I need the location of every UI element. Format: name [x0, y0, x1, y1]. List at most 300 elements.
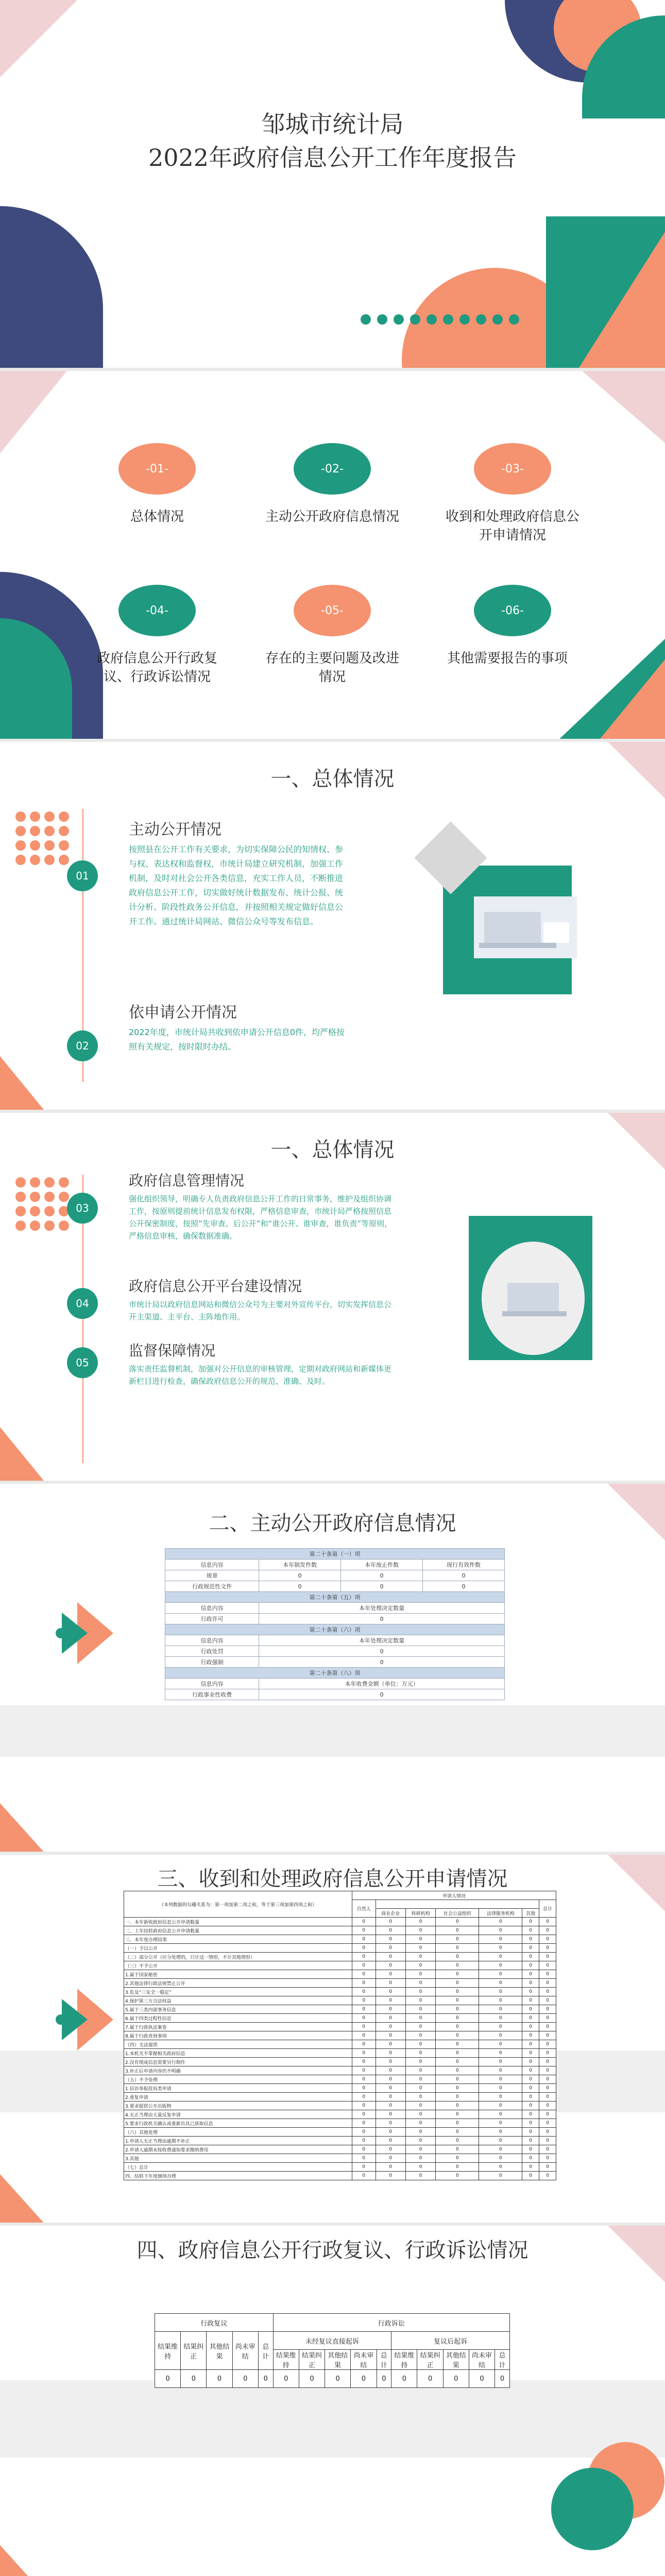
decor-dot	[59, 811, 69, 822]
table-cell: 0	[479, 2040, 522, 2049]
table-cell: 0	[259, 1614, 505, 1624]
table-cell: 0	[479, 1926, 522, 1935]
table-row	[124, 2014, 556, 2023]
row-label: 2.没有现成信息需要另行制作	[124, 2058, 352, 2066]
table-row	[124, 1926, 556, 1935]
table-cell: 0	[539, 2154, 556, 2163]
table-row	[124, 2005, 556, 2014]
section-badge-01: 01	[67, 860, 98, 891]
table-row	[124, 2137, 556, 2145]
col-header: 自然人	[352, 1900, 376, 1918]
table-cell: 0	[376, 1979, 405, 1988]
table-cell: 0	[376, 1961, 405, 1970]
table-cell: 0	[469, 2370, 495, 2388]
table-cell: 0	[376, 2031, 405, 2040]
table-cell: 0	[522, 2110, 539, 2119]
row-label: （二）部分公开（区分处理的，只计这一情形，不计其他情形）	[124, 1953, 352, 1961]
table-cell: 0	[479, 2084, 522, 2093]
table-cell: 0	[479, 1970, 522, 1979]
table-cell: 0	[539, 2093, 556, 2102]
table-cell: 0	[539, 2014, 556, 2023]
table-row	[124, 1988, 556, 1996]
table-cell: 0	[259, 1689, 505, 1700]
photo-placeholder	[474, 896, 577, 958]
table-cell: 0	[376, 2128, 405, 2137]
table-cell: 0	[352, 1996, 376, 2005]
col-header: 本年制发件数	[259, 1560, 341, 1570]
gray-band	[0, 1705, 665, 1757]
col-header: 本年收费金额（单位：万元）	[259, 1679, 505, 1689]
table-row	[124, 1935, 556, 1944]
review-title-line1	[0, 2236, 665, 2265]
decor-dot	[44, 855, 55, 865]
decor-dot	[15, 811, 26, 822]
table-cell: 0	[539, 1926, 556, 1935]
table-cell: 0	[436, 2128, 479, 2137]
table-cell: 0	[352, 2066, 376, 2075]
decor-dot	[15, 840, 26, 851]
table-cell: 0	[479, 2119, 522, 2128]
pink-triangle-shape	[0, 371, 67, 453]
row-label: 2.重复申请	[124, 2093, 352, 2102]
table-cell: 0	[376, 2049, 405, 2058]
decor-dot	[30, 1206, 40, 1216]
table-cell: 0	[259, 1657, 505, 1668]
table-cell: 0	[259, 1570, 341, 1581]
table-cell: 0	[405, 2014, 435, 2023]
col-header: 结果纠正	[417, 2350, 443, 2370]
col-header: 现行有效件数	[423, 1560, 505, 1570]
toc-slide	[0, 371, 665, 742]
col-header	[376, 1900, 539, 1909]
toc-num-4[interactable]: -04-	[118, 585, 196, 636]
table-cell: 0	[405, 2075, 435, 2084]
gray-band	[0, 2380, 665, 2458]
report-title: 2022年政府信息公开工作年度报告	[148, 144, 517, 172]
table-cell: 0	[479, 2093, 522, 2102]
table-cell: 0	[376, 2023, 405, 2031]
table-cell: 0	[436, 1953, 479, 1961]
decor-dot	[15, 1192, 26, 1202]
col-header: 尚未审结	[232, 2332, 258, 2370]
col-header: 结果维持	[273, 2350, 299, 2370]
table-cell: 0	[436, 2145, 479, 2154]
table-row	[124, 2110, 556, 2119]
table-row	[124, 1996, 556, 2005]
table-cell: 0	[522, 2093, 539, 2102]
table-cell: 0	[436, 1918, 479, 1926]
decor-dot	[30, 1221, 40, 1231]
table-cell: 0	[405, 2093, 435, 2102]
decor-dot	[59, 1177, 69, 1188]
table-cell: 0	[436, 2093, 479, 2102]
table-cell: 0	[352, 2005, 376, 2014]
table-cell: 0	[352, 2084, 376, 2093]
col-header: 信息内容	[165, 1679, 259, 1689]
row-label: 3.危及“三安全一稳定”	[124, 1988, 352, 1996]
table-cell: 0	[376, 2014, 405, 2023]
col-header: 结果纠正	[181, 2332, 207, 2370]
table-cell: 0	[376, 2040, 405, 2049]
table-cell: 0	[352, 2058, 376, 2066]
table-cell: 0	[522, 2040, 539, 2049]
pink-triangle-shape	[0, 0, 77, 77]
toc-label-5[interactable]: 存在的主要问题及改进情况	[265, 651, 400, 685]
table-cell: 0	[522, 1970, 539, 1979]
table-cell: 0	[405, 1961, 435, 1970]
table-cell: 0	[341, 1581, 423, 1592]
toc-label-4[interactable]: 政府信息公开行政复议、行政诉讼情况	[96, 651, 217, 685]
table-row	[124, 2084, 556, 2093]
decor-dot	[443, 314, 453, 325]
table-row	[124, 2145, 556, 2154]
table-cell: 0	[352, 1944, 376, 1953]
table-cell: 0	[436, 1926, 479, 1935]
table-cell: 0	[522, 1935, 539, 1944]
decor-dot	[15, 1221, 26, 1231]
section-badge-02: 02	[67, 1030, 98, 1061]
table-cell: 0	[376, 2163, 405, 2172]
table-cell: 0	[376, 1953, 405, 1961]
table-row	[124, 2093, 556, 2102]
table-cell: 0	[436, 2014, 479, 2023]
table-cell: 0	[436, 2049, 479, 2058]
review-table	[155, 2313, 510, 2388]
table-cell: 0	[405, 1935, 435, 1944]
table-cell: 0	[352, 1918, 376, 1926]
table-cell: 0	[436, 2137, 479, 2145]
table-cell: 0	[539, 2102, 556, 2110]
table-cell: 0	[436, 2110, 479, 2119]
decor-dot	[377, 314, 387, 325]
active-title: 二、主动公开政府信息情况	[209, 1512, 456, 1535]
table-row	[124, 2040, 556, 2049]
table-cell: 0	[405, 1996, 435, 2005]
toc-num-5[interactable]: -05-	[294, 585, 371, 636]
table-row	[124, 1918, 556, 1926]
table-cell: 0	[436, 2084, 479, 2093]
table-cell: 0	[522, 2031, 539, 2040]
toc-num-2[interactable]: -02-	[294, 443, 371, 495]
group-head: 复议后起诉	[391, 2332, 510, 2350]
decor-dot	[59, 840, 69, 851]
decor-dot	[361, 314, 371, 325]
table-cell: 0	[522, 2154, 539, 2163]
table-cell: 0	[522, 1996, 539, 2005]
table-cell: 0	[539, 1918, 556, 1926]
table-cell: 0	[258, 2370, 273, 2388]
table-cell: 0	[376, 2005, 405, 2014]
table-cell: 0	[405, 1970, 435, 1979]
table-cell: 0	[376, 2172, 405, 2180]
table-cell: 0	[376, 1918, 405, 1926]
table-head: 第二十条第（五）项	[165, 1592, 505, 1603]
group-head: 申请人情况	[352, 1891, 556, 1900]
table-row	[124, 2075, 556, 2084]
table-cell: 0	[376, 2137, 405, 2145]
decor-dot	[44, 826, 55, 836]
col-header: 商业企业	[376, 1909, 405, 1918]
table-cell: 0	[376, 2145, 405, 2154]
col-header: 结果纠正	[299, 2350, 325, 2370]
toc-label-6[interactable]: 其他需要报告的事项	[447, 651, 568, 666]
table-cell: 0	[352, 2014, 376, 2023]
row-label: 1.本机关不掌握相关政府信息	[124, 2049, 352, 2058]
table-cell: 规章	[165, 1570, 259, 1581]
table-cell: 0	[495, 2370, 510, 2388]
table-cell: 0	[479, 2163, 522, 2172]
table-cell: 0	[522, 2145, 539, 2154]
decor-dot	[427, 314, 437, 325]
row-label: 1.申请人无正当理由逾期不补正	[124, 2137, 352, 2145]
table-cell: 0	[539, 2119, 556, 2128]
col-header: 总计	[377, 2350, 391, 2370]
table-cell: 0	[479, 2110, 522, 2119]
table-cell: 0	[376, 1926, 405, 1935]
col-header: 总计	[495, 2350, 510, 2370]
table-cell: 0	[405, 2145, 435, 2154]
table-cell: 0	[539, 2058, 556, 2066]
table-cell: 0	[405, 2005, 435, 2014]
col-header: 其他结果	[207, 2332, 232, 2370]
row-label: 4.无正当理由大量反复申请	[124, 2110, 352, 2119]
section-text-03: 强化组织领导，明确专人负责政府信息公开工作的日常事务，维护及组织协调工作，按原则提前统计信息发布权限，严格信息审查，市统计局严格按照信息公开保密制度，按照“先审查、后公开”和“谁公开、谁审查，谁负责”等原则，严格信息审核，确保数据准确。	[129, 1194, 393, 1241]
table-cell: 0	[352, 2137, 376, 2145]
table-cell: 0	[539, 2040, 556, 2049]
table-cell: 0	[436, 2005, 479, 2014]
table-cell: 0	[522, 1961, 539, 1970]
col-header: 信息内容	[165, 1560, 259, 1570]
table-cell: 0	[479, 2005, 522, 2014]
table-cell: 行政处罚	[165, 1646, 259, 1657]
table-cell: 0	[539, 2031, 556, 2040]
table-cell: 0	[405, 2137, 435, 2145]
table-row	[124, 2172, 556, 2180]
table-cell: 0	[479, 1961, 522, 1970]
table-cell: 0	[352, 1988, 376, 1996]
decor-dot	[476, 314, 486, 325]
table-cell: 0	[522, 2075, 539, 2084]
table-cell: 0	[405, 2040, 435, 2049]
table-cell: 行政规范性文件	[165, 1581, 259, 1592]
table-cell: 0	[539, 1961, 556, 1970]
row-label: 四、结转下年度继续办理	[124, 2172, 352, 2180]
row-label: 3.补正后申请内容仍不明确	[124, 2066, 352, 2075]
table-cell: 0	[352, 2040, 376, 2049]
disclosure-table	[165, 1548, 505, 1700]
col-header: 法律服务机构	[479, 1909, 522, 1918]
table-cell: 0	[405, 2110, 435, 2119]
requests-title: 三、收到和处理政府信息公开申请情况	[157, 1867, 508, 1891]
group-head: 行政复议	[155, 2314, 274, 2332]
table-cell: 行政事业性收费	[165, 1689, 259, 1700]
toc-label-2[interactable]: 主动公开政府信息情况	[265, 509, 400, 524]
table-cell: 0	[352, 2031, 376, 2040]
decor-dot	[492, 314, 503, 325]
table-cell: 0	[259, 1646, 505, 1657]
table-row	[124, 2119, 556, 2128]
table-cell: 0	[436, 1944, 479, 1953]
table-cell: 0	[352, 1970, 376, 1979]
section-text-01: 按照县在公开工作有关要求，为切实保障公民的知情权、参与权、表达权和监督权，市统计局建立研究机制，加强工作机制，及时对社会公开各类信息，充实工作人员，不断推进政府信息公开工作，切实做好统计数据发布、统计公报、统计分析、阶段性政务公开信息，并按照相关规定做好信息公开工作。通过统计局网站、微信公众号等发布信息。	[129, 844, 344, 926]
table-cell: 0	[522, 2023, 539, 2031]
table-cell: 0	[443, 2370, 469, 2388]
table-cell: 0	[539, 2137, 556, 2145]
requests-table	[124, 1891, 556, 2180]
row-label: 1.信访举报投诉类申请	[124, 2084, 352, 2093]
col-header: 信息内容	[165, 1635, 259, 1646]
table-cell: 0	[376, 1935, 405, 1944]
decor-dot	[44, 1206, 55, 1216]
toc-label-1[interactable]: 总体情况	[130, 509, 184, 524]
overview-title: 一、总体情况	[270, 1138, 395, 1162]
overview-slide-2	[0, 1113, 665, 1484]
section-badge-05: 05	[67, 1347, 98, 1378]
row-label: （六）其他处理	[124, 2128, 352, 2137]
teal-dot	[56, 2014, 66, 2025]
col-header: 其他	[522, 1909, 539, 1918]
table-cell: 行政强制	[165, 1657, 259, 1668]
table-cell: 0	[436, 2154, 479, 2163]
col-header: 社会公益组织	[436, 1909, 479, 1918]
table-cell: 0	[405, 2102, 435, 2110]
decor-dot	[509, 314, 519, 325]
overview-slide-1	[0, 742, 665, 1113]
section-head-03: 政府信息管理情况	[129, 1172, 245, 1189]
table-cell: 0	[539, 2110, 556, 2119]
table-cell: 0	[436, 2163, 479, 2172]
table-cell: 0	[405, 2023, 435, 2031]
col-header: 结果维持	[391, 2350, 417, 2370]
row-label: 1.属于国家秘密	[124, 1970, 352, 1979]
table-row	[124, 2102, 556, 2110]
table-cell: 0	[539, 2084, 556, 2093]
table-cell: 0	[405, 1926, 435, 1935]
coral-triangle-bottom	[577, 232, 665, 371]
section-text-05: 落实责任监督机制，加强对公开信息的审核管理，定期对政府网站和新媒体更新栏目进行检查，确保政府信息公开的规范、准确、及时。	[129, 1364, 392, 1386]
table-cell: 0	[376, 2075, 405, 2084]
col-header: 本年处理决定数量	[259, 1603, 505, 1614]
table-cell: 0	[539, 2066, 556, 2075]
table-cell: 0	[522, 2014, 539, 2023]
decor-dot	[459, 314, 470, 325]
table-cell: 0	[259, 1581, 341, 1592]
table-cell: 0	[522, 1926, 539, 1935]
table-cell: 0	[325, 2370, 351, 2388]
requests-table-wrap	[124, 1891, 556, 2180]
table-cell: 0	[436, 1970, 479, 1979]
section-head-05: 监督保障情况	[129, 1342, 216, 1359]
table-cell: 0	[405, 1953, 435, 1961]
table-cell: 0	[522, 2049, 539, 2058]
col-header: 本年废止件数	[341, 1560, 423, 1570]
table-cell: 0	[405, 2163, 435, 2172]
table-cell: 0	[479, 2049, 522, 2058]
table-cell: 0	[539, 1988, 556, 1996]
table-cell: 0	[352, 2154, 376, 2163]
col-header: 尚未审结	[351, 2350, 377, 2370]
table-cell: 0	[405, 1944, 435, 1953]
group-head: 未经复议直接起诉	[273, 2332, 391, 2350]
table-cell: 0	[479, 2075, 522, 2084]
teal-circle-shape	[551, 2468, 634, 2550]
table-cell: 0	[436, 1979, 479, 1988]
table-cell: 行政许可	[165, 1614, 259, 1624]
table-cell: 0	[377, 2370, 391, 2388]
table-cell: 0	[436, 2066, 479, 2075]
table-cell: 0	[539, 2023, 556, 2031]
table-cell: 0	[539, 2128, 556, 2137]
table-cell: 0	[522, 2084, 539, 2093]
decor-dot	[15, 826, 26, 836]
table-cell: 0	[479, 1944, 522, 1953]
decor-dot	[15, 1206, 26, 1216]
table-row	[124, 2154, 556, 2163]
table-cell: 0	[376, 2110, 405, 2119]
requests-slide	[0, 1855, 665, 2226]
row-label: 6.属于四类过程性信息	[124, 2014, 352, 2023]
overview-title: 一、总体情况	[270, 767, 395, 791]
table-cell: 0	[539, 1935, 556, 1944]
toc-num-6[interactable]: -06-	[474, 585, 551, 636]
table-row	[124, 2049, 556, 2058]
table-row	[155, 2370, 510, 2388]
col-header: 本年处理决定数量	[259, 1635, 505, 1646]
navy-quarter-shape	[0, 206, 103, 371]
table-cell: 0	[352, 1935, 376, 1944]
col-header: 其他结果	[325, 2350, 351, 2370]
table-cell: 0	[352, 2023, 376, 2031]
active-disclosure-slide	[0, 1484, 665, 1855]
table-cell: 0	[479, 1953, 522, 1961]
cover-slide	[0, 0, 665, 371]
table-cell: 0	[522, 2163, 539, 2172]
table-cell: 0	[376, 1996, 405, 2005]
toc-num-3[interactable]: -03-	[474, 443, 551, 495]
table-cell: 0	[376, 2102, 405, 2110]
decor-dot	[44, 1192, 55, 1202]
table-cell: 0	[539, 1970, 556, 1979]
decor-dot	[15, 1177, 26, 1188]
table-cell: 0	[376, 2154, 405, 2163]
table-row	[124, 1961, 556, 1970]
table-cell: 0	[423, 1581, 505, 1592]
table-cell: 0	[405, 1918, 435, 1926]
decor-dot	[44, 811, 55, 822]
decor-dot	[59, 855, 69, 865]
table-cell: 0	[352, 2145, 376, 2154]
table-cell: 0	[522, 1988, 539, 1996]
coral-bottom-right	[598, 659, 665, 742]
table-cell: 0	[436, 1988, 479, 1996]
table-cell: 0	[436, 2075, 479, 2084]
table-cell: 0	[539, 2075, 556, 2084]
group-head: 行政诉讼	[273, 2314, 509, 2332]
col-header: 信息内容	[165, 1603, 259, 1614]
decor-dot	[44, 1177, 55, 1188]
table-cell: 0	[539, 1996, 556, 2005]
table-cell: 0	[479, 1996, 522, 2005]
row-label: 2.其他法律行政法规禁止公开	[124, 1979, 352, 1988]
table-cell: 0	[436, 2119, 479, 2128]
toc-num-1[interactable]: -01-	[118, 443, 196, 495]
table-cell: 0	[352, 2093, 376, 2102]
toc-label-3[interactable]: 收到和处理政府信息公开申请情况	[446, 509, 580, 543]
table-cell: 0	[539, 1953, 556, 1961]
review-title: 四、政府信息公开行政复议、行政诉讼情况	[137, 2239, 528, 2262]
table-cell: 0	[436, 2102, 479, 2110]
coral-bottom-left	[0, 1803, 46, 1855]
